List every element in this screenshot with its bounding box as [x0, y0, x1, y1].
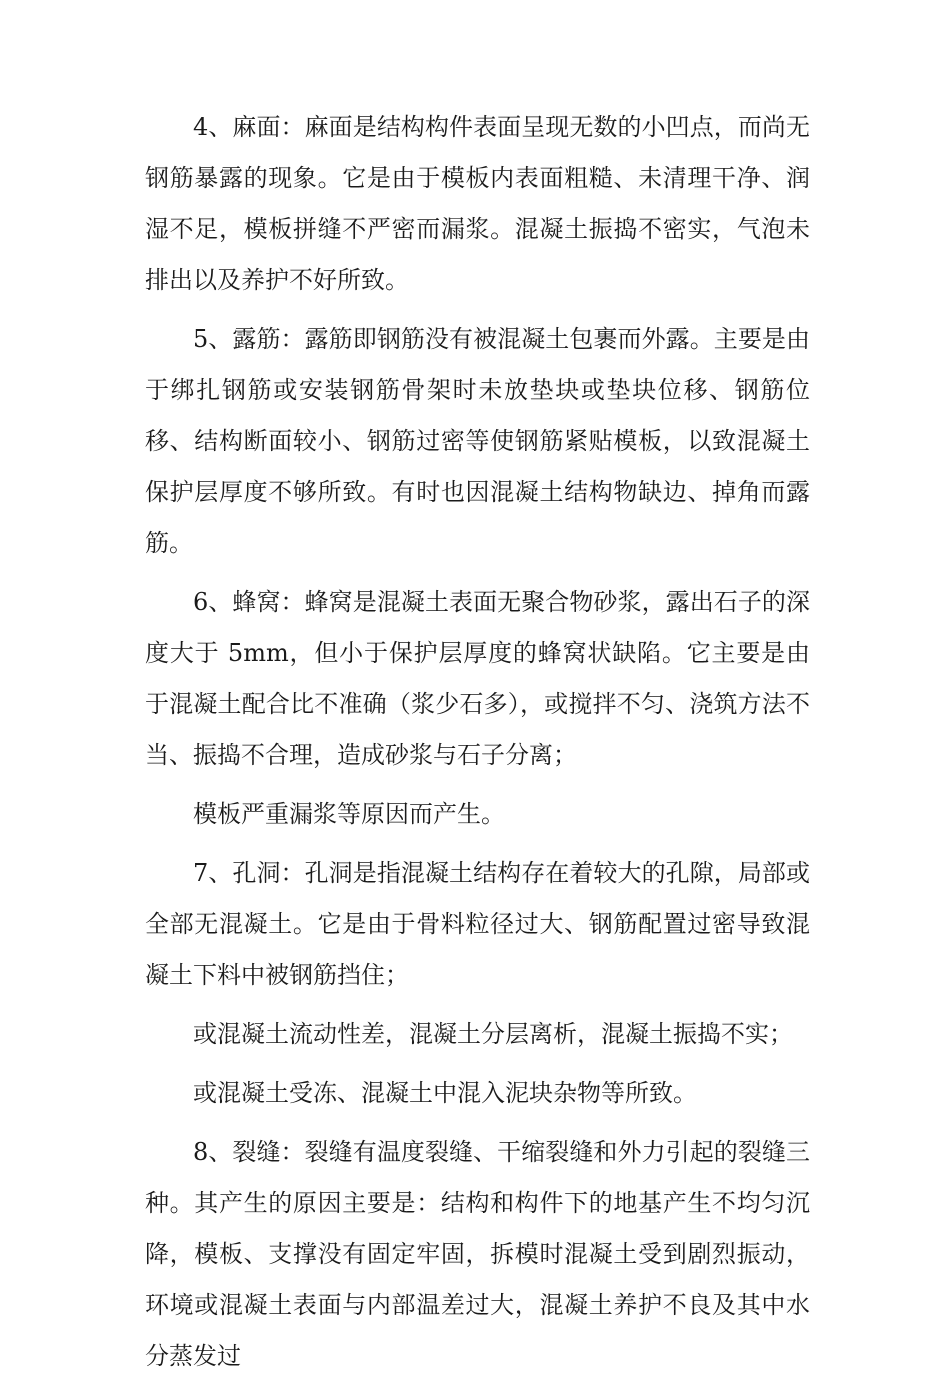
paragraph-voids: 7、孔洞：孔洞是指混凝土结构存在着较大的孔隙，局部或全部无混凝土。它是由于骨料粒径过大、钢筋配置过密导致混凝土下料中被钢筋挡住；	[145, 859, 810, 989]
paragraph-honeycomb: 6、蜂窝：蜂窝是混凝土表面无聚合物砂浆，露出石子的深度大于 5mm，但小于保护层厚度的蜂窝状缺陷。它主要是由于混凝土配合比不准确（浆少石多），或搅拌不匀、浇筑方法不当、振捣不合理，造成砂浆与石子分离；	[145, 588, 810, 769]
paragraph-cracks: 8、裂缝：裂缝有温度裂缝、干缩裂缝和外力引起的裂缝三种。其产生的原因主要是：结构和构件下的地基产生不均匀沉降，模板、支撑没有固定牢固，拆模时混凝土受到剧烈振动，环境或混凝土表面与内部温差过大，混凝土养护不良及其中水分蒸发过	[145, 1138, 810, 1370]
paragraph-voids-cause-3: 或混凝土受冻、混凝土中混入泥块杂物等所致。	[193, 1079, 697, 1107]
document-body	[145, 102, 810, 1390]
paragraph-pitted-surface: 4、麻面：麻面是结构构件表面呈现无数的小凹点，而尚无钢筋暴露的现象。它是由于模板内表面粗糙、未清理干净、润湿不足，模板拼缝不严密而漏浆。混凝土振捣不密实，气泡未排出以及养护不好所致。	[145, 113, 810, 294]
paragraph-honeycomb-continued: 模板严重漏浆等原因而产生。	[193, 800, 505, 828]
paragraph-voids-cause-2: 或混凝土流动性差，混凝土分层离析，混凝土振捣不实；	[193, 1020, 793, 1048]
paragraph-exposed-rebar: 5、露筋：露筋即钢筋没有被混凝土包裹而外露。主要是由于绑扎钢筋或安装钢筋骨架时未放垫块或垫块位移、钢筋位移、结构断面较小、钢筋过密等使钢筋紧贴模板，以致混凝土保护层厚度不够所致。有时也因混凝土结构物缺边、掉角而露筋。	[145, 325, 810, 557]
